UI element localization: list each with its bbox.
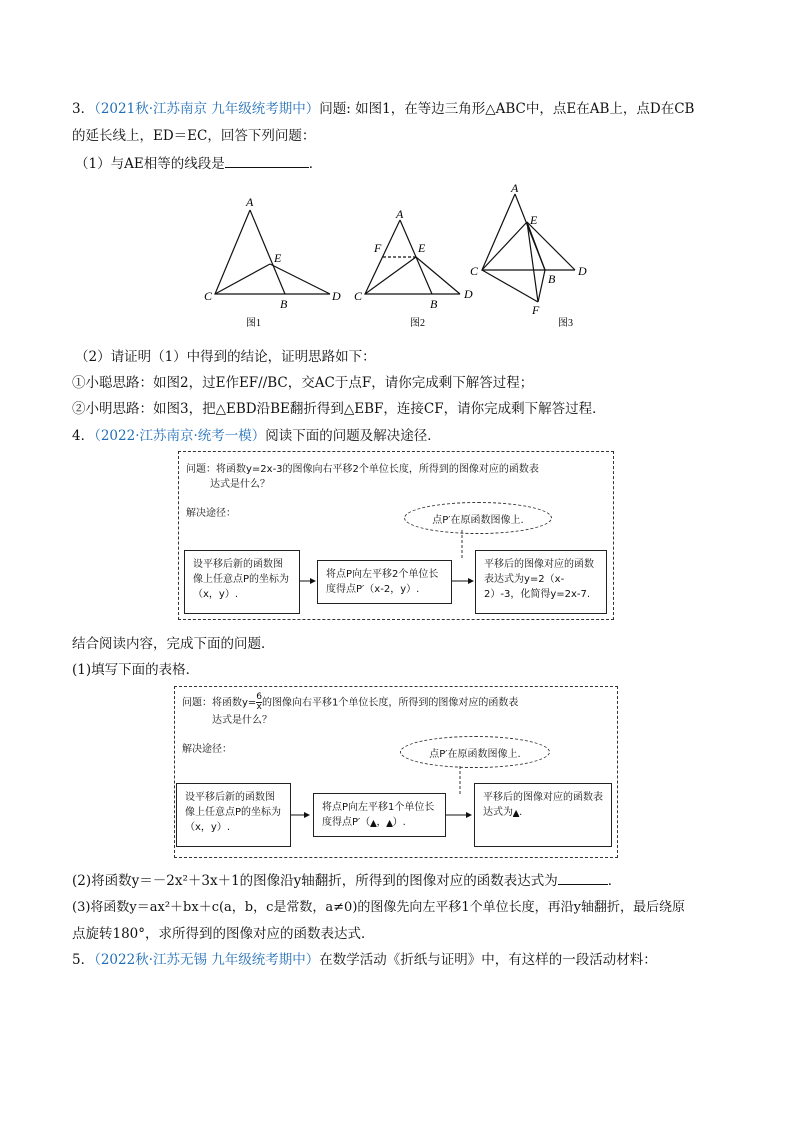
- q4-source: （2022·江苏南京·统考一模）: [94, 428, 266, 444]
- q3-part1-end: ．: [308, 156, 323, 172]
- fig1-label: A: [246, 195, 254, 209]
- fig2-caption: 图2: [410, 318, 425, 329]
- q4-box1-step1: 设平移后新的函数图像上任意点P的坐标为（x，y）.: [184, 550, 300, 614]
- q4-box1-solution-label: 解决途径：: [186, 508, 236, 519]
- q3-number: 3．: [72, 101, 95, 117]
- q4-box2-step2: 将点P向左平移1个单位长度得点P′（▲，▲）.: [313, 793, 446, 837]
- fig2-label: A: [396, 207, 404, 221]
- q5-number: 5．: [72, 952, 95, 968]
- q3-text1: 问题: 如图1，在等边三角形△ABC中，点E在AB上，点D在CB: [319, 101, 695, 117]
- q4-box2-solution-label: 解决途径：: [182, 744, 232, 755]
- q4-sub2-end: ．: [607, 873, 622, 889]
- q5-source: （2022秋·江苏无锡 九年级统考期中）: [94, 952, 320, 968]
- q4-sub2-blank: [558, 870, 608, 885]
- q4-box2-step3-text: 平移后的图像对应的函数表达式为: [483, 792, 603, 818]
- fraction-numerator: 6: [256, 692, 263, 702]
- q4-box2-problem-pre: 问题：将函数y=: [182, 697, 257, 709]
- q4-box2-step2-end: ）.: [392, 817, 406, 828]
- fig2-label: C: [354, 289, 363, 303]
- fig3-label: E: [530, 213, 538, 227]
- q4-box2-problem-line2: 达式是什么？: [212, 715, 272, 726]
- fig3-label: B: [548, 272, 556, 286]
- fig1-label: E: [274, 251, 282, 265]
- answer-blank-mark: ▲: [386, 818, 393, 827]
- q4-sub2: [72, 869, 621, 889]
- q4-box1-ellipse: 点P′在原函数图像上.: [404, 502, 552, 534]
- fig3-label: D: [578, 264, 587, 278]
- q4-box1-problem-line1: 问题：将函数y=2x-3的图像向右平移2个单位长度，所得到的图像对应的函数表: [186, 464, 539, 475]
- q4-after: 结合阅读内容，完成下面的问题．: [72, 636, 275, 652]
- q4-number: 4．: [72, 428, 95, 444]
- fig2-label: F: [374, 241, 382, 255]
- q4-sub3-line1: (3)将函数y＝ax²＋bx＋c(a，b，c是常数，a≠0)的图像先向左平移1个单位长度，再沿y轴翻折，最后绕原: [72, 900, 686, 915]
- q4-box1-step3: 平移后的图像对应的函数表达式为y=2（x-2）-3，化简得y=2x-7.: [475, 550, 607, 614]
- q3-text2: 的延长线上，ED＝EC，回答下列问题：: [72, 128, 316, 144]
- q4-box2-problem-post: 的图像向右平移1个单位长度，所得到的图像对应的函数表: [262, 697, 519, 709]
- answer-blank-mark: ▲: [370, 818, 377, 827]
- q4-box2-step1: 设平移后新的函数图像上任意点P的坐标为（x，y）.: [176, 783, 291, 847]
- fig2-label: B: [430, 297, 438, 311]
- fig3-label: A: [511, 181, 519, 195]
- q4-box2-step2-text: 将点P向左平移1个单位长度得点P′（: [322, 802, 435, 828]
- q4-sub2-text: (2)将函数y＝－2x²＋3x＋1的图像沿y轴翻折，所得到的图像对应的函数表达式为: [72, 873, 558, 889]
- q5-text: 在数学活动《折纸与证明》中，有这样的一段活动材料：: [319, 952, 657, 968]
- fig1-caption: 图1: [246, 318, 261, 329]
- q3-idea2: ②小明思路：如图3，把△EBD沿BE翻折得到△EBF，连接CF，请你完成剩下解答过程．: [72, 401, 606, 417]
- q3-source: （2021秋·江苏南京 九年级统考期中）: [94, 101, 320, 117]
- q4-sub1: (1)填写下面的表格．: [72, 662, 200, 678]
- fig3-label: C: [470, 264, 479, 278]
- fig3-caption: 图3: [558, 318, 573, 329]
- fig2-label: D: [464, 287, 473, 301]
- fig3-label: F: [532, 303, 540, 317]
- q3-idea1: ①小聪思路：如图2，过E作EF//BC，交AC于点F，请你完成剩下解答过程；: [72, 375, 534, 391]
- fig1-label: D: [332, 289, 341, 303]
- q4-box1-problem-line2: 达式是什么？: [210, 479, 270, 490]
- q3-part2: （2）请证明（1）中得到的结论，证明思路如下：: [75, 349, 376, 365]
- q4-intro: 阅读下面的问题及解决途径．: [265, 428, 441, 444]
- fig2-label: E: [418, 241, 426, 255]
- q4-box2-step3: [474, 783, 612, 847]
- q4-box2-step3-end: .: [519, 807, 523, 818]
- q5-line1: [72, 948, 657, 968]
- answer-blank-mark: ▲: [513, 808, 520, 817]
- q3-part1-text: （1）与AE相等的线段是: [75, 156, 225, 172]
- q4-box2-ellipse: 点P′在原函数图像上.: [400, 736, 550, 768]
- q4-box1-step2: 将点P向左平移2个单位长度得点P′（x-2，y）.: [317, 560, 452, 604]
- fig1-label: C: [204, 289, 213, 303]
- fraction-denominator: x: [256, 702, 262, 712]
- q4-sub3-line2: 点旋转180°，求所得到的图像对应的函数表达式．: [72, 926, 375, 942]
- fig1-label: B: [280, 297, 288, 311]
